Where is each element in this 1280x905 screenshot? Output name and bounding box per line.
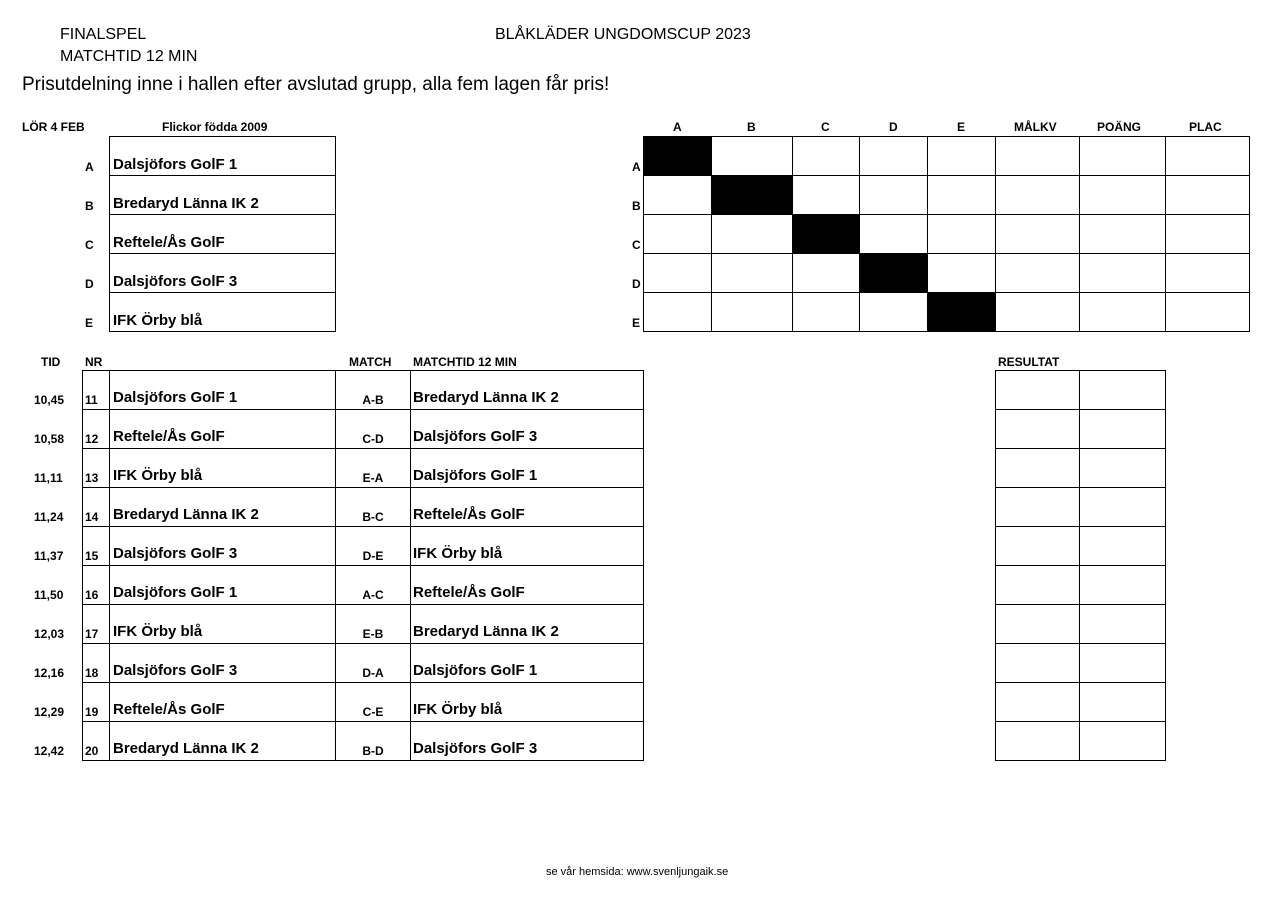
match-time: 11,11	[34, 471, 63, 485]
team-letter: B	[85, 199, 94, 213]
match-away-team: Dalsjöfors GolF 1	[413, 662, 538, 679]
match-home-team: Dalsjöfors GolF 1	[113, 584, 238, 601]
result-away-input[interactable]	[1079, 682, 1166, 722]
match-nr: 13	[85, 471, 99, 485]
standings-cell[interactable]	[711, 253, 793, 293]
standings-cell[interactable]	[792, 253, 860, 293]
team-name: IFK Örby blå	[113, 312, 203, 329]
standings-col-header: A	[673, 120, 682, 134]
match-home-team: Dalsjöfors GolF 3	[113, 662, 238, 679]
result-home-input[interactable]	[995, 682, 1080, 722]
match-time: 12,42	[34, 744, 65, 758]
match-away-team: Dalsjöfors GolF 3	[413, 428, 538, 445]
footer-website: se vår hemsida: www.svenljungaik.se	[546, 866, 729, 878]
standings-cell[interactable]	[859, 292, 928, 332]
match-time: 10,45	[34, 393, 65, 407]
standings-col-header: PLAC	[1189, 120, 1222, 134]
match-nr: 11	[85, 393, 98, 407]
page-title: BLÅKLÄDER UNGDOMSCUP 2023	[495, 26, 751, 43]
result-home-input[interactable]	[995, 643, 1080, 683]
match-code: B-D	[362, 744, 384, 758]
standings-cell[interactable]	[995, 175, 1080, 215]
match-nr: 14	[85, 510, 99, 524]
match-time: 11,24	[34, 510, 64, 524]
result-home-input[interactable]	[995, 526, 1080, 566]
header-finalspel: FINALSPEL	[60, 26, 147, 43]
match-home-team: Reftele/Ås GolF	[113, 701, 225, 718]
standings-cell[interactable]	[859, 175, 928, 215]
standings-cell[interactable]	[643, 253, 712, 293]
result-away-input[interactable]	[1079, 370, 1166, 410]
match-nr: 17	[85, 627, 99, 641]
standings-cell[interactable]	[995, 253, 1080, 293]
result-home-input[interactable]	[995, 487, 1080, 527]
standings-cell-blocked	[859, 253, 928, 293]
group-heading: Flickor födda 2009	[162, 120, 268, 134]
standings-cell[interactable]	[643, 175, 712, 215]
match-home-team: Dalsjöfors GolF 1	[113, 389, 238, 406]
standings-cell[interactable]	[1079, 214, 1166, 254]
match-away-team: IFK Örby blå	[413, 545, 503, 562]
match-time: 12,16	[34, 666, 65, 680]
standings-cell-blocked	[711, 175, 793, 215]
match-home-team: Bredaryd Länna IK 2	[113, 506, 259, 523]
standings-cell[interactable]	[859, 136, 928, 176]
match-code: A-B	[362, 393, 384, 407]
schedule-header-matchtid: MATCHTID 12 MIN	[413, 355, 517, 369]
match-code: C-D	[362, 432, 384, 446]
match-time: 12,03	[34, 627, 65, 641]
standings-row-label: A	[632, 160, 641, 174]
match-time: 11,50	[34, 588, 64, 602]
result-away-input[interactable]	[1079, 409, 1166, 449]
match-code: C-E	[362, 705, 384, 719]
standings-cell[interactable]	[927, 253, 996, 293]
match-time: 12,29	[34, 705, 65, 719]
match-home-team: Bredaryd Länna IK 2	[113, 740, 259, 757]
match-nr: 12	[85, 432, 99, 446]
standings-row-label: B	[632, 199, 641, 213]
prize-notice: Prisutdelning inne i hallen efter avslutad grupp, alla fem lagen får pris!	[22, 74, 610, 95]
standings-cell[interactable]	[927, 214, 996, 254]
match-away-team: Reftele/Ås GolF	[413, 506, 525, 523]
standings-cell[interactable]	[792, 292, 860, 332]
schedule-header-resultat: RESULTAT	[998, 355, 1060, 369]
standings-cell[interactable]	[1165, 214, 1250, 254]
standings-cell[interactable]	[792, 175, 860, 215]
standings-cell[interactable]	[1079, 292, 1166, 332]
standings-row-label: E	[632, 316, 641, 330]
match-away-team: Dalsjöfors GolF 1	[413, 467, 538, 484]
result-home-input[interactable]	[995, 604, 1080, 644]
result-away-input[interactable]	[1079, 643, 1166, 683]
match-code: D-A	[362, 666, 384, 680]
match-nr: 20	[85, 744, 99, 758]
match-code: B-C	[362, 510, 384, 524]
standings-cell[interactable]	[1079, 175, 1166, 215]
result-away-input[interactable]	[1079, 448, 1166, 488]
match-home-team: IFK Örby blå	[113, 623, 203, 640]
result-away-input[interactable]	[1079, 487, 1166, 527]
standings-cell[interactable]	[1165, 136, 1250, 176]
team-letter: D	[85, 277, 94, 291]
match-nr: 15	[85, 549, 99, 563]
match-nr: 18	[85, 666, 99, 680]
match-away-team: Bredaryd Länna IK 2	[413, 389, 559, 406]
group-date: LÖR 4 FEB	[22, 120, 85, 134]
team-letter: E	[85, 316, 94, 330]
match-nr: 19	[85, 705, 99, 719]
match-away-team: Reftele/Ås GolF	[413, 584, 525, 601]
standings-col-header: MÅLKV	[1014, 120, 1057, 134]
standings-cell[interactable]	[711, 136, 793, 176]
standings-cell[interactable]	[792, 136, 860, 176]
result-home-input[interactable]	[995, 448, 1080, 488]
match-code: E-B	[362, 627, 384, 641]
team-name: Dalsjöfors GolF 3	[113, 273, 238, 290]
team-letter: C	[85, 238, 94, 252]
standings-col-header: D	[889, 120, 898, 134]
match-home-team: IFK Örby blå	[113, 467, 203, 484]
standings-col-header: B	[747, 120, 756, 134]
standings-cell[interactable]	[643, 292, 712, 332]
schedule-header-tid: TID	[41, 355, 61, 369]
result-home-input[interactable]	[995, 721, 1080, 761]
match-code: D-E	[362, 549, 384, 563]
match-code: A-C	[362, 588, 384, 602]
standings-cell-blocked	[792, 214, 860, 254]
standings-cell-blocked	[927, 292, 996, 332]
match-time: 11,37	[34, 549, 64, 563]
header-matchtid: MATCHTID 12 MIN	[60, 48, 198, 65]
match-code: E-A	[362, 471, 384, 485]
schedule-header-match: MATCH	[349, 355, 392, 369]
standings-row-label: C	[632, 238, 641, 252]
match-away-team: Dalsjöfors GolF 3	[413, 740, 538, 757]
standings-cell[interactable]	[927, 175, 996, 215]
result-away-input[interactable]	[1079, 604, 1166, 644]
team-name: Reftele/Ås GolF	[113, 234, 225, 251]
standings-cell[interactable]	[1165, 175, 1250, 215]
team-letter: A	[85, 160, 94, 174]
match-nr: 16	[85, 588, 99, 602]
match-home-team: Dalsjöfors GolF 3	[113, 545, 238, 562]
standings-cell[interactable]	[711, 214, 793, 254]
match-away-team: IFK Örby blå	[413, 701, 503, 718]
standings-col-header: E	[957, 120, 966, 134]
standings-cell[interactable]	[1079, 253, 1166, 293]
standings-cell-blocked	[643, 136, 712, 176]
team-name: Dalsjöfors GolF 1	[113, 156, 238, 173]
result-away-input[interactable]	[1079, 565, 1166, 605]
standings-cell[interactable]	[927, 136, 996, 176]
team-name: Bredaryd Länna IK 2	[113, 195, 259, 212]
match-time: 10,58	[34, 432, 65, 446]
standings-cell[interactable]	[711, 292, 793, 332]
standings-cell[interactable]	[1165, 292, 1250, 332]
standings-cell[interactable]	[859, 214, 928, 254]
standings-cell[interactable]	[995, 214, 1080, 254]
standings-cell[interactable]	[1079, 136, 1166, 176]
standings-row-label: D	[632, 277, 641, 291]
schedule-header-nr: NR	[85, 355, 103, 369]
result-away-input[interactable]	[1079, 526, 1166, 566]
standings-col-header: POÄNG	[1097, 120, 1142, 134]
match-away-team: Bredaryd Länna IK 2	[413, 623, 559, 640]
standings-cell[interactable]	[995, 136, 1080, 176]
standings-cell[interactable]	[1165, 253, 1250, 293]
result-home-input[interactable]	[995, 370, 1080, 410]
result-home-input[interactable]	[995, 565, 1080, 605]
match-home-team: Reftele/Ås GolF	[113, 428, 225, 445]
standings-cell[interactable]	[995, 292, 1080, 332]
result-away-input[interactable]	[1079, 721, 1166, 761]
result-home-input[interactable]	[995, 409, 1080, 449]
standings-cell[interactable]	[643, 214, 712, 254]
standings-col-header: C	[821, 120, 830, 134]
